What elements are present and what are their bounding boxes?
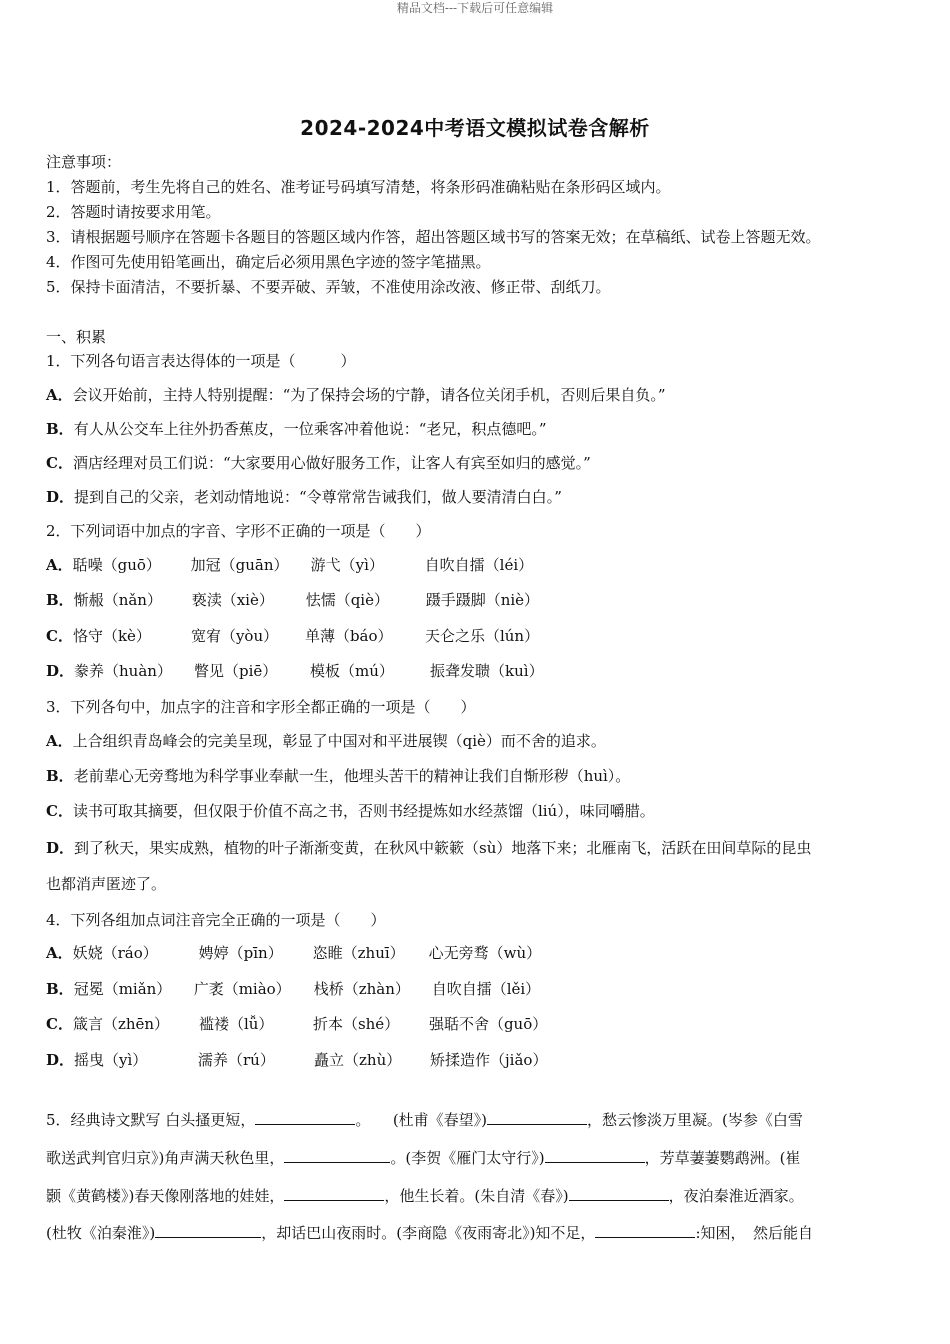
answer-blank[interactable] xyxy=(155,1223,261,1238)
question-1-option-b: B．有人从公交车上往外扔香蕉皮，一位乘客冲着他说：“老兄，积点德吧。” xyxy=(46,420,547,438)
question-1-option-d: D．提到自己的父亲，老刘动情地说：“令尊常常告诫我们，做人要清清白白。” xyxy=(46,488,562,506)
answer-blank[interactable] xyxy=(595,1223,695,1238)
question-5-line-2: 歌送武判官归京》)角声满天秋色里， 。(李贺《雁门太守行》) ，芳草萋萋鹦鹉洲。(崔 xyxy=(46,1149,801,1167)
question-5-line-3: 颢《黄鹤楼》)春天像刚落地的娃娃， ，他生长着。(朱自清《春》) ，夜泊秦淮近酒家。 xyxy=(46,1187,804,1205)
question-4-stem: 4．下列各组加点词注音完全正确的一项是（ ） xyxy=(46,911,386,929)
page-title: 2024-2024中考语文模拟试卷含解析 xyxy=(300,116,650,140)
question-1-option-c: C．酒店经理对员工们说：“大家要用心做好服务工作，让客人有宾至如归的感觉。” xyxy=(46,454,591,472)
question-2-option-a: A．聒噪（guō） 加冠（guān） 游弋（yì） 自吹自擂（léi） xyxy=(46,556,534,574)
answer-blank[interactable] xyxy=(255,1110,355,1125)
question-4-option-a: A．妖娆（ráo） 娉婷（pīn） 恣睢（zhuī） 心无旁骛（wù） xyxy=(46,944,542,962)
question-5-line-4: (杜牧《泊秦淮》) ，却话巴山夜雨时。(李商隐《夜雨寄北》)知不足， :知困， 然后能自 xyxy=(46,1224,813,1242)
notice-item: 5．保持卡面清洁，不要折暴、不要弄破、弄皱，不准使用涂改液、修正带、刮纸刀。 xyxy=(46,278,611,296)
question-5-line-1: 5．经典诗文默写 白头搔更短， 。 (杜甫《春望》) ，愁云惨淡万里凝。(岑参《白雪 xyxy=(46,1111,803,1129)
question-1-option-a: A．会议开始前，主持人特别提醒：“为了保持会场的宁静，请各位关闭手机，否则后果自负。” xyxy=(46,386,666,404)
question-2-stem: 2．下列词语中加点的字音、字形不正确的一项是（ ） xyxy=(46,522,431,540)
question-3-stem: 3．下列各句中，加点字的注音和字形全都正确的一项是（ ） xyxy=(46,698,476,716)
notice-heading: 注意事项： xyxy=(46,153,122,171)
answer-blank[interactable] xyxy=(569,1186,669,1201)
page-header: 精品文档---下载后可任意编辑 xyxy=(396,1,554,15)
answer-blank[interactable] xyxy=(545,1148,645,1163)
question-2-option-c: C．恪守（kè） 宽宥（yòu） 单薄（báo） 天仑之乐（lún） xyxy=(46,627,540,645)
question-3-option-a: A．上合组织青岛峰会的完美呈现，彰显了中国对和平进展锲（qiè）而不舍的追求。 xyxy=(46,732,606,750)
question-4-option-d: D．摇曳（yì） 濡养（rú） 矗立（zhù） 矫揉造作（jiǎo） xyxy=(46,1051,548,1069)
notice-item: 2．答题时请按要求用笔。 xyxy=(46,203,221,221)
question-1-stem: 1．下列各句语言表达得体的一项是（ ） xyxy=(46,352,356,370)
answer-blank[interactable] xyxy=(284,1186,384,1201)
notice-item: 1．答题前，考生先将自己的姓名、准考证号码填写清楚，将条形码准确粘贴在条形码区域内。 xyxy=(46,178,671,196)
question-3-option-d: D．到了秋天，果实成熟，植物的叶子渐渐变黄，在秋风中簌簌（sù）地落下来；北雁南飞，活跃在田间草际的昆虫 xyxy=(46,839,812,857)
notice-item: 4．作图可先使用铅笔画出，确定后必须用黑色字迹的签字笔描黑。 xyxy=(46,253,491,271)
question-3-option-b: B．老前辈心无旁骛地为科学事业奉献一生，他埋头苦干的精神让我们自惭形秽（huì）。 xyxy=(46,767,631,785)
question-3-option-d-continued: 也都消声匿迹了。 xyxy=(46,875,167,893)
question-3-option-c: C．读书可取其摘要，但仅限于价值不高之书，否则书经提炼如水经蒸馏（liú），味同嚼腊。 xyxy=(46,802,655,820)
answer-blank[interactable] xyxy=(284,1148,390,1163)
question-2-option-b: B．惭赧（nǎn） 亵渎（xiè） 怯懦（qiè） 蹑手蹑脚（niè） xyxy=(46,591,540,609)
question-4-option-b: B．冠冕（miǎn） 广袤（miào） 栈桥（zhàn） 自吹自擂（lěi） xyxy=(46,980,541,998)
section-heading: 一、积累 xyxy=(46,328,107,346)
question-4-option-c: C．箴言（zhēn） 褴褛（lǚ） 折本（shé） 强聒不舍（guō） xyxy=(46,1015,548,1033)
notice-item: 3．请根据题号顺序在答题卡各题目的答题区域内作答，超出答题区域书写的答案无效；在草稿纸、试卷上答题无效。 xyxy=(46,228,821,246)
question-2-option-d: D．豢养（huàn） 瞥见（piē） 模板（mú） 振聋发聩（kuì） xyxy=(46,662,544,680)
answer-blank[interactable] xyxy=(487,1110,587,1125)
